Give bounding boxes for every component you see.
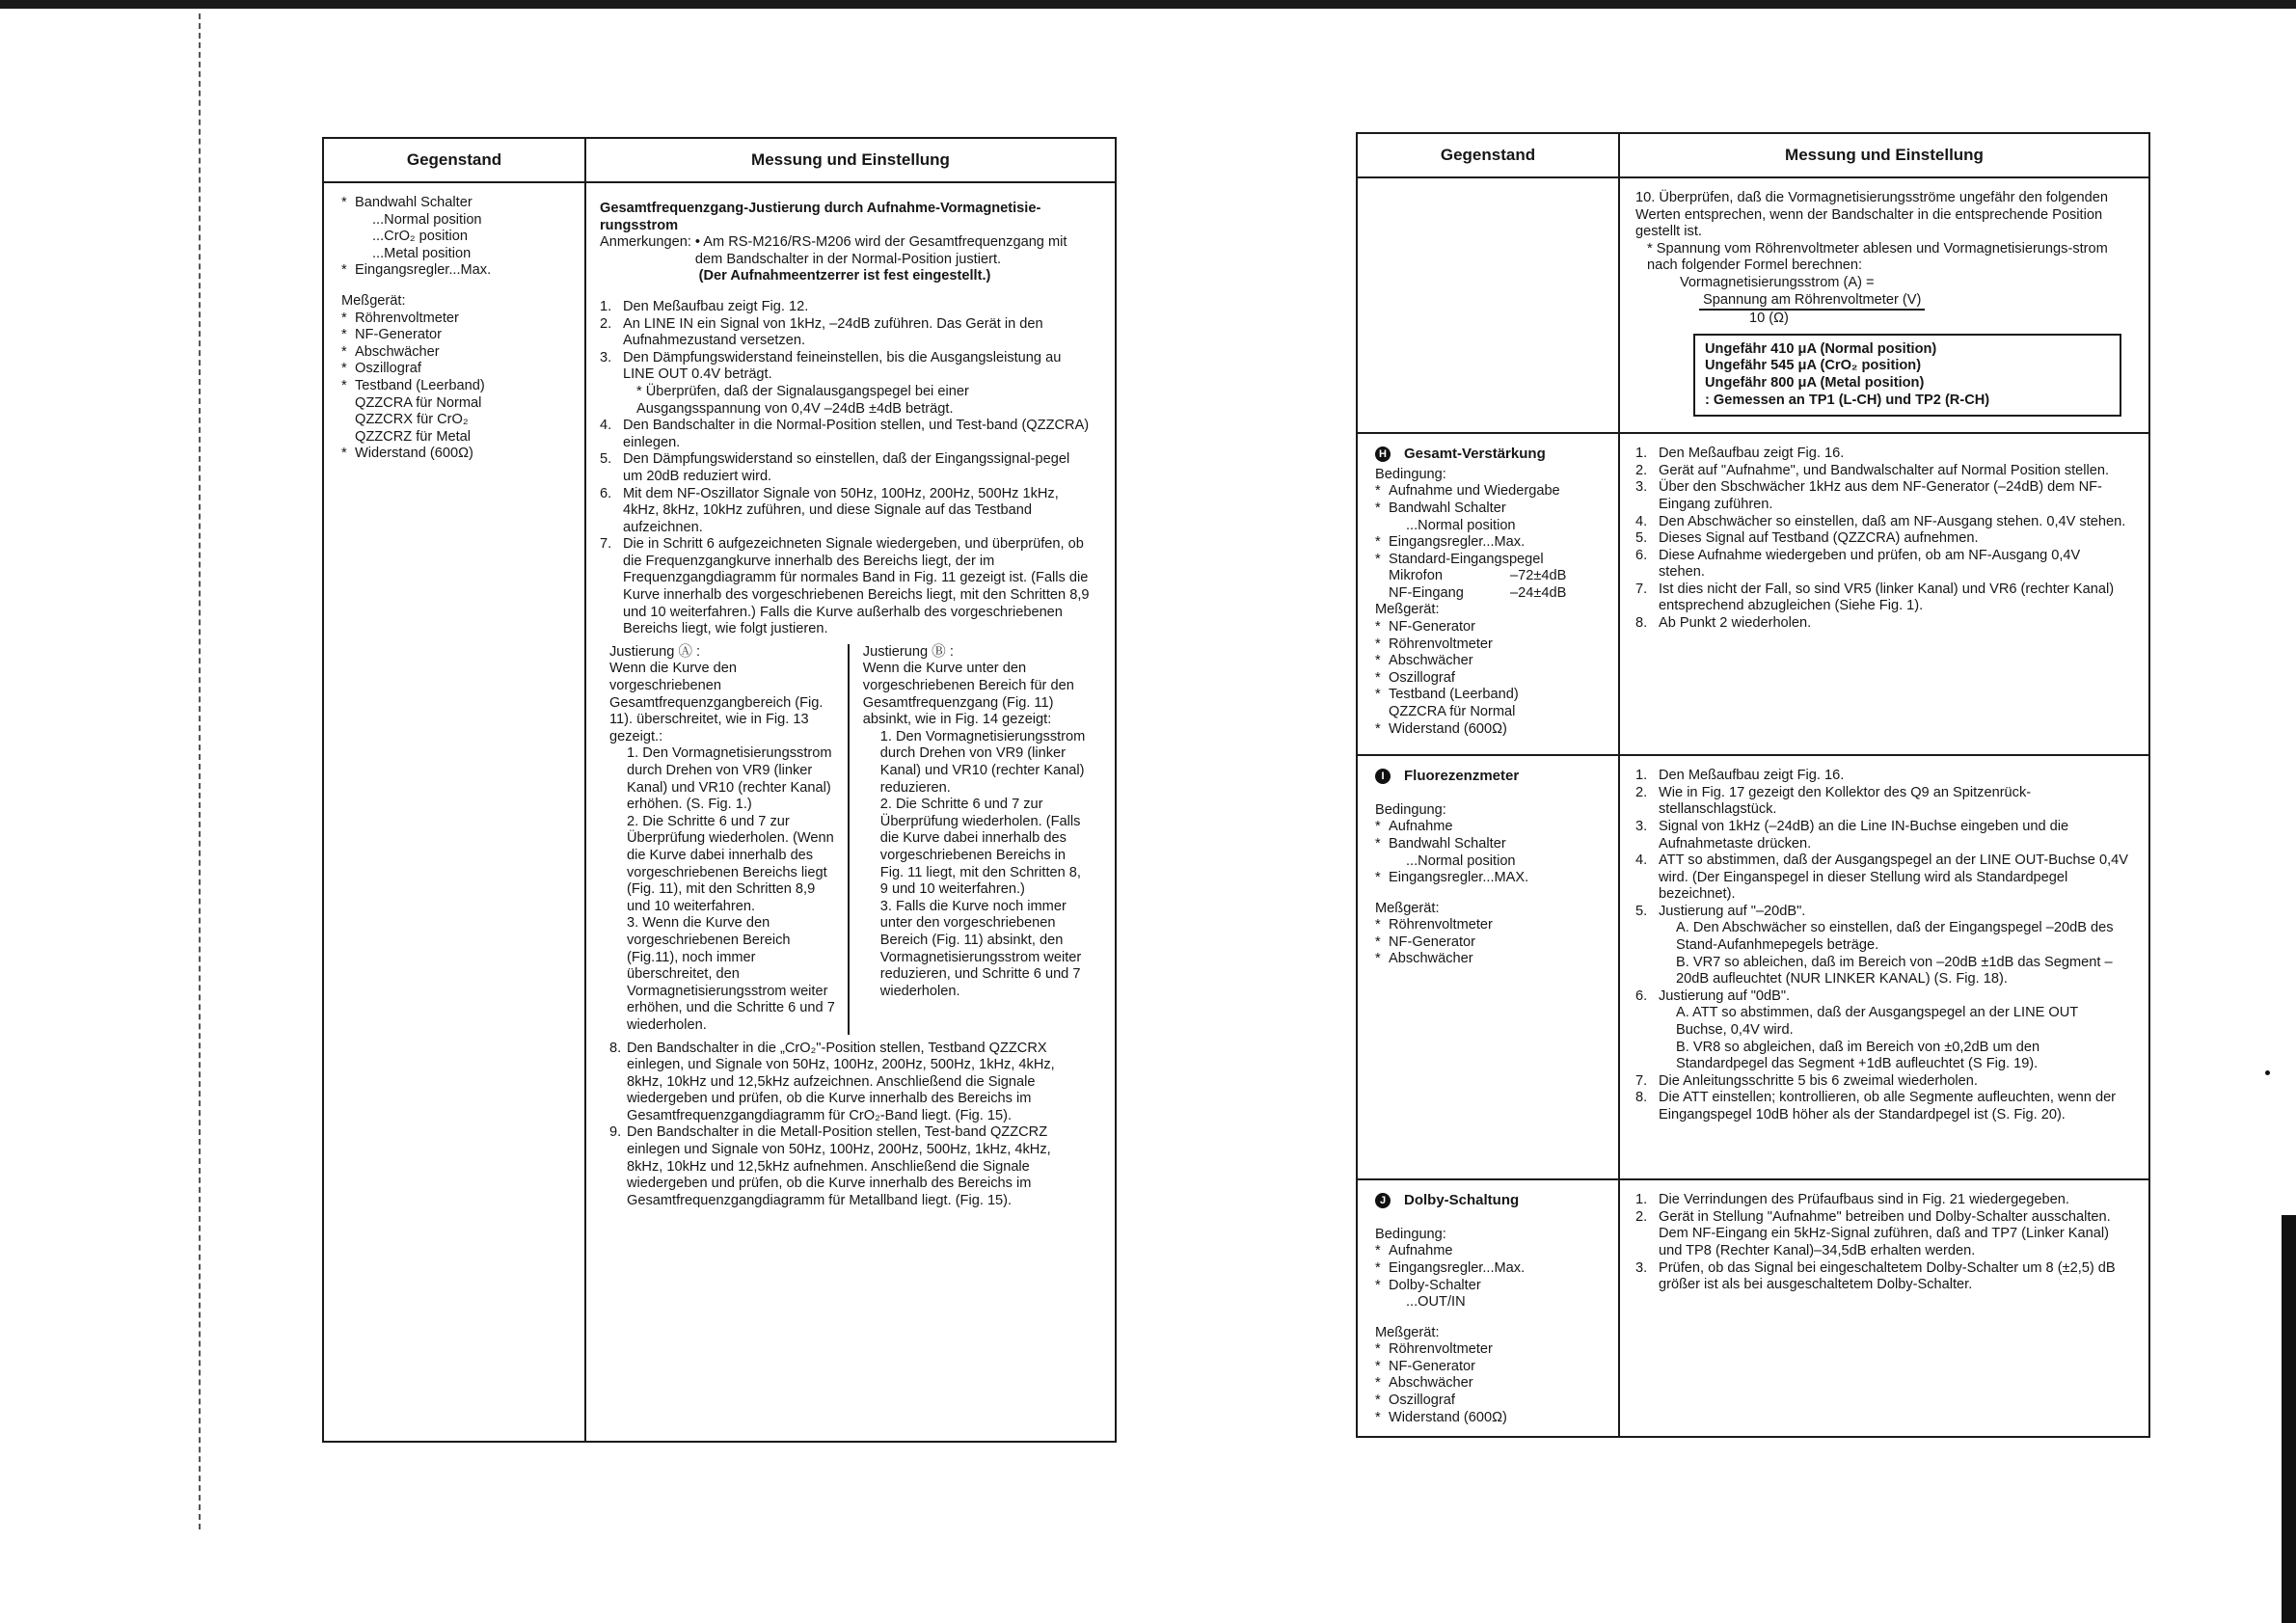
- testband-cro2: QZZCRX für CrO₂: [355, 412, 469, 428]
- sub-out-in: ...OUT/IN: [1406, 1294, 1466, 1311]
- justierung-columns: [600, 644, 1090, 1035]
- justierung-a-head: Justierung Ⓐ :: [609, 643, 701, 660]
- header-messung: Messung und Einstellung: [1619, 133, 2149, 177]
- item-dolby-schalter: * Dolby-Schalter: [1375, 1278, 1605, 1295]
- sub-metal: ...Metal position: [372, 245, 472, 261]
- step-10: 10. Überprüfen, daß die Vormagnetisierungsströme ungefähr den folgenden Werten entsprechen, wenn der Bandschalter in die entsprechende Position gestellt ist.: [1635, 190, 2109, 240]
- i-step: 4. ATT so abstimmen, daß der Ausgangspegel an der LINE OUT-Buchse 0,4V wird. (Der Einganspegel in dieser Stellung wird als Standardpegel bezeichnet).: [1635, 852, 2128, 903]
- formula-numerator: Spannung am Röhrenvoltmeter (V): [1699, 292, 1925, 311]
- j-step: 1. Die Verrindungen des Prüfaufbaus sind in Fig. 21 wiedergegeben.: [1635, 1192, 2069, 1208]
- section-title: Gesamtfrequenzgang-Justierung durch Aufnahme-Vormagnetisie-rungsstrom: [600, 201, 1041, 233]
- section-h-icon: H: [1375, 446, 1391, 462]
- j-step: 3. Prüfen, ob das Signal bei eingeschaltetem Dolby-Schalter um 8 (±2,5) dB größer ist als bei ausgeschaltetem Dolby-Schalter.: [1635, 1259, 2116, 1293]
- header-messung: Messung und Einstellung: [585, 138, 1116, 182]
- messgeraet-label: Meßgerät:: [1375, 1324, 1440, 1340]
- item-nf-generator: * NF-Generator: [1375, 934, 1605, 952]
- item-testband: * Testband (Leerband): [341, 378, 571, 395]
- section-h-title: Gesamt-Verstärkung: [1404, 446, 1546, 463]
- justierung-a: [600, 644, 850, 1035]
- justierung-b: [850, 644, 1090, 1035]
- testband-normal: QZZCRA für Normal: [1389, 704, 1516, 720]
- item-roehrenvoltmeter: * Röhrenvoltmeter: [1375, 917, 1605, 934]
- i-substep: B. VR7 so ableichen, daß im Bereich von –20dB ±1dB das Segment –20dB aufleuchtet (NUR LINKER KANAL) (S. Fig. 18).: [1676, 954, 2113, 987]
- item-standard-pegel: * Standard-Eingangspegel: [1375, 552, 1605, 569]
- item-abschwaecher: * Abschwächer: [1375, 951, 1605, 968]
- anmerkungen-label: Anmerkungen:: [600, 234, 691, 251]
- sub-normal: ...Normal position: [372, 211, 482, 228]
- formula-denominator: 10 (Ω): [1749, 311, 1789, 327]
- item-eingangsregler: * Eingangsregler...Max.: [1375, 1260, 1605, 1278]
- step-1: 1. Den Meßaufbau zeigt Fig. 12.: [600, 298, 809, 314]
- item-roehrenvoltmeter: * Röhrenvoltmeter: [341, 311, 571, 328]
- i-step: 8. Die ATT einstellen; kontrollieren, ob alle Segmente aufleuchten, wenn der Eingangspegel 10dB höher als der Standardpegel ist (S. Fig. 20).: [1635, 1090, 2117, 1123]
- row1-messung: [1619, 177, 2149, 433]
- i-step: 6. Justierung auf "0dB".: [1635, 987, 1791, 1004]
- messung-cell: [585, 182, 1116, 1442]
- i-step: 5. Justierung auf "–20dB".: [1635, 903, 1806, 919]
- row4-gegenstand: [1357, 1179, 1619, 1437]
- step-3-note: * Überprüfen, daß der Signalausgangspegel bei einer Ausgangsspannung von 0,4V –24dB ±4dB beträgt.: [636, 383, 969, 417]
- scan-top-edge: [0, 0, 2296, 9]
- right-page-table: [1356, 132, 2150, 1438]
- h-step: 4. Den Abschwächer so einstellen, daß am NF-Ausgang stehen. 0,4V stehen.: [1635, 513, 2126, 529]
- messgeraet-label: Meßgerät:: [1375, 602, 1440, 618]
- anmerkungen-text: • Am RS-M216/RS-M206 wird der Gesamtfrequenzgang mit dem Bandschalter in der Normal-Position justiert.: [694, 234, 1067, 267]
- row2-gegenstand: [1357, 433, 1619, 755]
- item-widerstand: * Widerstand (600Ω): [1375, 1410, 1605, 1427]
- step-2: 2. An LINE IN ein Signal von 1kHz, –24dB zuführen. Das Gerät in den Aufnahmezustand versetzen.: [600, 315, 1043, 349]
- row2-messung: [1619, 433, 2149, 755]
- justierung-a-item: 3. Wenn die Kurve den vorgeschriebenen Bereich (Fig.11), noch immer überschreitet, den Vormagnetisierungsstrom weiter erhöhen, und die Schritte 6 und 7 wiederholen.: [627, 915, 835, 1033]
- item-widerstand: * Widerstand (600Ω): [341, 446, 571, 463]
- i-step: 1. Den Meßaufbau zeigt Fig. 16.: [1635, 768, 1845, 784]
- item-oszillograf: * Oszillograf: [341, 361, 571, 378]
- level-mikrofon: Mikrofon –72±4dB: [1389, 568, 1567, 584]
- item-oszillograf: * Oszillograf: [1375, 670, 1605, 688]
- step-9: 9. Den Bandschalter in die Metall-Position stellen, Test-band QZZCRZ einlegen und Signale von 50Hz, 100Hz, 200Hz, 500Hz, 1kHz, 4kHz, 8kHz, 10kHz und 12,5kHz aufnehmen. Anschließend die Signale wiedergeben und prüfen, ob die Kurve innerhalb des Bereichs im Gesamtfrequenzgangdiagramm für Metallband liegt. (Fig. 15).: [609, 1124, 1051, 1208]
- bias-normal: Ungefähr 410 μA (Normal position): [1705, 340, 1937, 357]
- item-aufnahme-wiedergabe: * Aufnahme und Wiedergabe: [1375, 483, 1605, 500]
- justierung-a-text: Wenn die Kurve den vorgeschriebenen Gesamtfrequenzgangbereich (Fig. 11). überschreitet, wie in Fig. 13 gezeigt.:: [609, 661, 824, 744]
- i-step: 7. Die Anleitungsschritte 5 bis 6 zweimal wiederholen.: [1635, 1072, 1978, 1089]
- item-aufnahme: * Aufnahme: [1375, 1243, 1605, 1260]
- messgeraet-label: Meßgerät:: [1375, 900, 1440, 916]
- h-step: 5. Dieses Signal auf Testband (QZZCRA) aufnehmen.: [1635, 530, 1979, 547]
- item-bandwahl: * Bandwahl Schalter: [341, 195, 571, 212]
- section-i-title: Fluorezenzmeter: [1404, 768, 1520, 785]
- item-nf-generator: * NF-Generator: [341, 327, 571, 344]
- sub-cro2: ...CrO₂ position: [372, 229, 468, 245]
- item-bandwahl: * Bandwahl Schalter: [1375, 836, 1605, 853]
- justierung-b-text: Wenn die Kurve unter den vorgeschriebenen Bereich für den Gesamtfrequenzgang (Fig. 11) absinkt, wie in Fig. 14 gezeigt:: [862, 661, 1074, 728]
- item-abschwaecher: * Abschwächer: [1375, 653, 1605, 670]
- bias-current-box: [1693, 334, 2121, 417]
- i-step: 2. Wie in Fig. 17 gezeigt den Kollektor des Q9 an Spitzenrück-stellanschlagstück.: [1635, 784, 2032, 818]
- item-abschwaecher: * Abschwächer: [1375, 1375, 1605, 1393]
- bias-cro2: Ungefähr 545 μA (CrO₂ position): [1705, 358, 1922, 374]
- item-roehrenvoltmeter: * Röhrenvoltmeter: [1375, 1341, 1605, 1359]
- anmerkungen-bold: (Der Aufnahmeentzerrer ist fest eingestellt.): [698, 268, 991, 284]
- item-oszillograf: * Oszillograf: [1375, 1393, 1605, 1410]
- item-roehrenvoltmeter: * Röhrenvoltmeter: [1375, 636, 1605, 654]
- item-eingangsregler: * Eingangsregler...Max.: [1375, 534, 1605, 552]
- i-step: 3. Signal von 1kHz (–24dB) an die Line IN-Buchse eingeben und die Aufnahmetaste drücken.: [1635, 818, 2069, 852]
- header-gegenstand: Gegenstand: [323, 138, 585, 182]
- justierung-b-item: 1. Den Vormagnetisierungsstrom durch Drehen von VR9 (linker Kanal) und VR10 (rechter Kanal) reduzieren.: [879, 728, 1086, 796]
- gegenstand-cell: [323, 182, 585, 1442]
- sub-normal: ...Normal position: [1406, 517, 1516, 533]
- row1-gegenstand: [1357, 177, 1619, 433]
- item-nf-generator: * NF-Generator: [1375, 1359, 1605, 1376]
- justierung-a-item: 2. Die Schritte 6 und 7 zur Überprüfung wiederholen. (Wenn die Kurve dabei innerhalb des vorgeschriebenen Bereichs liegt (Fig. 11), mit den Schritten 8,9 und 10 weiterfahren.: [627, 813, 834, 914]
- item-eingangsregler: * Eingangsregler...Max.: [341, 262, 571, 280]
- formula-lhs: Vormagnetisierungsstrom (A) =: [1680, 274, 1875, 290]
- step-7: 7. Die in Schritt 6 aufgezeichneten Signale wiedergeben, und überprüfen, ob die Frequenzgangkurve innerhalb des Bereichs liegt, der im Frequenzgangdiagramm für normales Band in Fig. 11 gezeigt ist. (Falls die Kurve innerhalb des vorgeschriebenen Bereichs liegt, mit den Schritten 8,9 und 10 weiterfahren.) Falls die Kurve außerhalb des vorgeschriebenen Bereichs liegt, wie folgt justieren.: [600, 536, 1090, 637]
- binder-margin-line: [199, 14, 201, 1529]
- testband-metal: QZZCRZ für Metal: [355, 428, 471, 445]
- h-step: 1. Den Meßaufbau zeigt Fig. 16.: [1635, 446, 1845, 462]
- justierung-b-item: 2. Die Schritte 6 und 7 zur Überprüfung wiederholen. (Falls die Kurve dabei innerhalb des vorgeschriebenen Bereichs in Fig. 11 liegt, mit den Schritten 8, 9 und 10 weiterfahren.): [879, 797, 1081, 898]
- step-5: 5. Den Dämpfungswiderstand so einstellen, daß der Eingangssignal-pegel um 20dB reduziert wird.: [600, 451, 1070, 484]
- i-substep: A. Den Abschwächer so einstellen, daß der Eingangspegel –20dB des Stand-Aufanhmepegels beträge.: [1676, 920, 2114, 954]
- h-step: 7. Ist dies nicht der Fall, so sind VR5 (linker Kanal) und VR6 (rechter Kanal) entsprechend abzugleichen (Siehe Fig. 1).: [1635, 581, 2115, 614]
- section-j-title: Dolby-Schaltung: [1404, 1192, 1520, 1209]
- item-aufnahme: * Aufnahme: [1375, 819, 1605, 836]
- item-abschwaecher: * Abschwächer: [341, 344, 571, 362]
- scan-right-edge: [2282, 1215, 2296, 1623]
- row3-messung: [1619, 755, 2149, 1179]
- justierung-b-head: Justierung Ⓑ :: [862, 643, 954, 660]
- header-gegenstand: Gegenstand: [1357, 133, 1619, 177]
- j-step: 2. Gerät in Stellung "Aufnahme" betreiben und Dolby-Schalter ausschalten. Dem NF-Eingang ein 5kHz-Signal zuführen, daß and TP7 (Linker Kanal) und TP8 (Rechter Kanal)–34,5dB erhalten werden.: [1635, 1208, 2111, 1258]
- step-4: 4. Den Bandschalter in die Normal-Position stellen, und Test-band (QZZCRA) einlegen.: [600, 418, 1090, 450]
- step-8: 8. Den Bandschalter in die „CrO₂"-Position stellen, Testband QZZCRX einlegen, und Signale von 50Hz, 100Hz, 200Hz, 500Hz, 1kHz, 4kHz, 8kHz, 10kHz und 12,5kHz aufzeichnen. Anschließend die Signale wiedergeben und prüfen, ob die Kurve innerhalb des Bereichs im Gesamtfrequenzgangdiagramm für CrO₂-Band liegt. (Fig. 15).: [609, 1040, 1055, 1123]
- step-6: 6. Mit dem NF-Oszillator Signale von 50Hz, 100Hz, 200Hz, 500Hz 1kHz, 4kHz, 8kHz, 10kHz zuführen, und diese Signale auf das Testband aufzeichnen.: [600, 485, 1059, 535]
- row4-messung: [1619, 1179, 2149, 1437]
- step-3: 3. Den Dämpfungswiderstand feineinstellen, bis die Ausgangsleistung au LINE OUT 0.4V beträgt.: [600, 349, 1062, 383]
- i-substep: B. VR8 so abgleichen, daß im Bereich von ±0,2dB um den Standardpegel das Segment +1dB aufleuchtet (S Fig. 19).: [1676, 1039, 2040, 1072]
- spannung-note: * Spannung vom Röhrenvoltmeter ablesen und Vormagnetisierungs-strom nach folgender Formel berechnen:: [1647, 240, 2108, 274]
- item-widerstand: * Widerstand (600Ω): [1375, 721, 1605, 739]
- item-nf-generator: * NF-Generator: [1375, 619, 1605, 636]
- left-page-table: [322, 137, 1117, 1443]
- h-step: 3. Über den Sbschwächer 1kHz aus dem NF-Generator (–24dB) dem NF-Eingang zuführen.: [1635, 479, 2102, 512]
- h-step: 2. Gerät auf "Aufnahme", und Bandwalschalter auf Normal Position stellen.: [1635, 462, 2110, 478]
- section-j-icon: J: [1375, 1193, 1391, 1208]
- justierung-b-item: 3. Falls die Kurve noch immer unter den vorgeschriebenen Bereich (Fig. 11) absinkt, den Vormagnetisierungsstrom weiter reduzieren, und Schritte 6 und 7 wiederholen.: [879, 898, 1082, 999]
- testband-normal: QZZCRA für Normal: [355, 394, 482, 411]
- level-nf-eingang: NF-Eingang –24±4dB: [1389, 584, 1567, 601]
- section-i-icon: I: [1375, 769, 1391, 784]
- item-bandwahl: * Bandwahl Schalter: [1375, 500, 1605, 518]
- item-testband: * Testband (Leerband): [1375, 687, 1605, 704]
- justierung-a-item: 1. Den Vormagnetisierungsstrom durch Drehen von VR9 (linker Kanal) und VR10 (rechter Kanal) erhöhen. (S. Fig. 1.): [627, 745, 832, 813]
- item-eingangsregler: * Eingangsregler...MAX.: [1375, 870, 1605, 887]
- bedingung-label: Bedingung:: [1375, 1226, 1446, 1242]
- bias-metal: Ungefähr 800 μA (Metal position): [1705, 374, 1925, 391]
- bedingung-label: Bedingung:: [1375, 801, 1446, 818]
- messgeraet-label: Meßgerät:: [341, 292, 406, 309]
- bias-measure-point: : Gemessen an TP1 (L-CH) und TP2 (R-CH): [1705, 392, 1990, 408]
- bedingung-label: Bedingung:: [1375, 466, 1446, 482]
- h-step: 6. Diese Aufnahme wiedergeben und prüfen, ob am NF-Ausgang 0,4V stehen.: [1635, 547, 2081, 581]
- scan-speck: [2265, 1070, 2270, 1075]
- row3-gegenstand: [1357, 755, 1619, 1179]
- sub-normal: ...Normal position: [1406, 852, 1516, 869]
- h-step: 8. Ab Punkt 2 wiederholen.: [1635, 615, 1812, 632]
- i-substep: A. ATT so abstimmen, daß der Ausgangspegel an der LINE OUT Buchse, 0,4V wird.: [1676, 1005, 2078, 1039]
